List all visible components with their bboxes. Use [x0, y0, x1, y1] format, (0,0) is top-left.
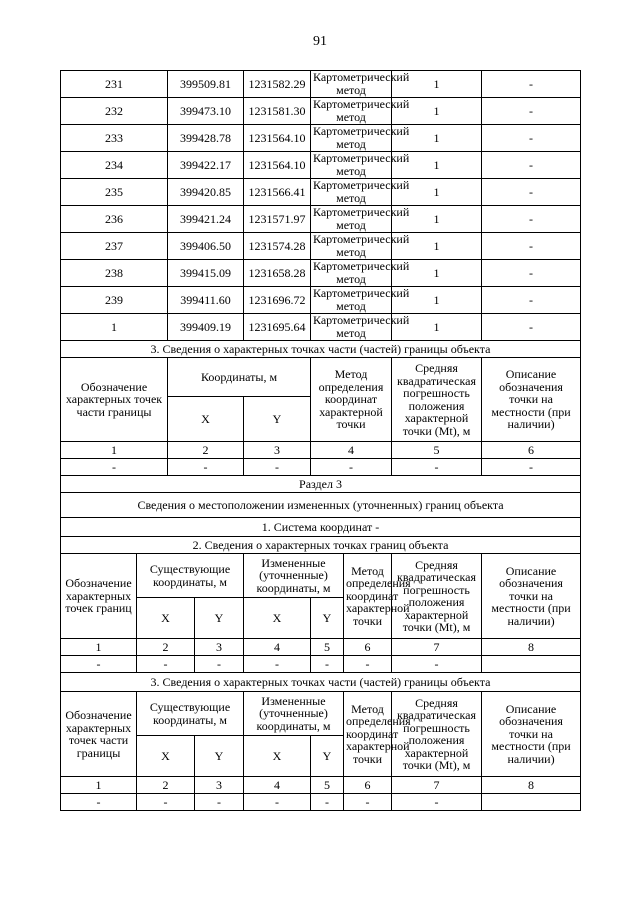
- col-number: 4: [311, 442, 392, 459]
- empty-cell: -: [311, 459, 392, 476]
- empty-cell: -: [392, 656, 482, 673]
- empty-cell: -: [61, 794, 137, 811]
- header-changed-y: Y: [311, 598, 344, 639]
- coordinate-system: 1. Система координат -: [61, 518, 581, 537]
- point-description: -: [482, 125, 581, 152]
- point-method: [311, 205, 410, 233]
- col-number: 3: [195, 639, 244, 656]
- table-row: [61, 287, 581, 314]
- point-method: [311, 70, 410, 98]
- header-existing-x: X: [137, 736, 195, 777]
- table-row: [61, 260, 581, 287]
- table-row: [61, 71, 581, 98]
- header-changed-coordinates: Измененные (уточненные) координаты, м: [244, 692, 344, 736]
- empty-cell: -: [61, 459, 168, 476]
- header-method: Метод определения координат характерной точки: [344, 692, 392, 777]
- point-x: 399421.24: [168, 206, 244, 233]
- part-points-title: 3. Сведения о характерных точках части (частей) границы объекта: [61, 341, 581, 358]
- empty-cell: -: [392, 794, 482, 811]
- empty-cell: -: [195, 794, 244, 811]
- table-row: [61, 179, 581, 206]
- point-description: -: [482, 314, 581, 341]
- table-row: [61, 314, 581, 341]
- point-accuracy: 1: [392, 260, 482, 287]
- method-text: Картометрический метод: [313, 232, 410, 259]
- header-changed-coordinates: Измененные (уточненные) координаты, м: [244, 554, 344, 598]
- point-x: 399428.78: [168, 125, 244, 152]
- empty-cell: -: [168, 459, 244, 476]
- point-y: 1231564.10: [244, 125, 311, 152]
- col-number: 5: [311, 639, 344, 656]
- method-text: Картометрический метод: [313, 124, 410, 151]
- page-number: 91: [313, 34, 327, 49]
- empty-cell: -: [244, 794, 311, 811]
- boundary-table: [60, 70, 581, 811]
- header-existing-coordinates: Существующие координаты, м: [137, 692, 244, 736]
- col-number: 6: [482, 442, 581, 459]
- point-id: 234: [61, 152, 168, 179]
- col-number: 8: [482, 639, 581, 656]
- header-accuracy: Средняя квадратическая погрешность положения характерной точки (Mt), м: [392, 692, 482, 777]
- header-changed-y: Y: [311, 736, 344, 777]
- header-existing-x: X: [137, 598, 195, 639]
- header-method: Метод определения координат характерной точки: [311, 358, 392, 442]
- point-description: -: [482, 179, 581, 206]
- point-y: 1231696.72: [244, 287, 311, 314]
- point-y: 1231658.28: [244, 260, 311, 287]
- header-coordinates: Координаты, м: [168, 358, 311, 397]
- header-description: Описание обозначения точки на местности (при наличии): [482, 554, 581, 639]
- point-y: 1231571.97: [244, 206, 311, 233]
- point-description: -: [482, 260, 581, 287]
- header-description: Описание обозначения точки на местности (при наличии): [482, 692, 581, 777]
- point-accuracy: 1: [392, 233, 482, 260]
- header-existing-y: Y: [195, 598, 244, 639]
- method-text: Картометрический метод: [313, 97, 410, 124]
- point-description: -: [482, 98, 581, 125]
- method-text: Картометрический метод: [313, 205, 410, 232]
- empty-cell: -: [244, 459, 311, 476]
- point-description: -: [482, 71, 581, 98]
- table-row: [61, 152, 581, 179]
- empty-cell: -: [311, 794, 344, 811]
- point-y: 1231566.41: [244, 179, 311, 206]
- point-description: -: [482, 287, 581, 314]
- point-y: 1231574.28: [244, 233, 311, 260]
- point-x: 399409.19: [168, 314, 244, 341]
- col-number: 6: [344, 777, 392, 794]
- part-points-title: 3. Сведения о характерных точках части (частей) границы объекта: [61, 673, 581, 692]
- point-x: 399415.09: [168, 260, 244, 287]
- header-description: Описание обозначения точки на местности (при наличии): [482, 358, 581, 442]
- empty-cell: -: [195, 656, 244, 673]
- header-existing-y: Y: [195, 736, 244, 777]
- col-number: 3: [195, 777, 244, 794]
- boundary-points-title: 2. Сведения о характерных точках границ объекта: [61, 537, 581, 554]
- col-number: 2: [137, 639, 195, 656]
- header-designation: Обозначение характерных точек части границы: [61, 358, 168, 442]
- point-y: 1231695.64: [244, 314, 311, 341]
- point-y: 1231581.30: [244, 98, 311, 125]
- header-method: Метод определения координат характерной точки: [344, 554, 392, 639]
- point-x: 399411.60: [168, 287, 244, 314]
- point-accuracy: 1: [392, 287, 482, 314]
- method-text: Картометрический метод: [313, 286, 410, 313]
- empty-cell: -: [344, 656, 392, 673]
- col-number: 8: [482, 777, 581, 794]
- header-accuracy: Средняя квадратическая погрешность положения характерной точки (Mt), м: [392, 358, 482, 442]
- header-changed-x: X: [244, 598, 311, 639]
- point-x: 399473.10: [168, 98, 244, 125]
- empty-cell: -: [311, 656, 344, 673]
- col-number: 6: [344, 639, 392, 656]
- point-accuracy: 1: [392, 206, 482, 233]
- table-row: [61, 98, 581, 125]
- col-number: 5: [392, 442, 482, 459]
- point-y: 1231564.10: [244, 152, 311, 179]
- header-existing-coordinates: Существующие координаты, м: [137, 554, 244, 598]
- header-designation: Обозначение характерных точек границ: [61, 554, 137, 639]
- method-text: Картометрический метод: [313, 151, 410, 178]
- empty-cell: -: [344, 794, 392, 811]
- col-number: 7: [392, 639, 482, 656]
- point-accuracy: 1: [392, 314, 482, 341]
- point-id: 232: [61, 98, 168, 125]
- point-accuracy: 1: [392, 125, 482, 152]
- point-description: -: [482, 206, 581, 233]
- col-number: 4: [244, 639, 311, 656]
- empty-cell: -: [482, 459, 581, 476]
- point-method: [311, 178, 410, 206]
- point-id: 237: [61, 233, 168, 260]
- point-id: 233: [61, 125, 168, 152]
- col-number: 7: [392, 777, 482, 794]
- header-changed-x: X: [244, 736, 311, 777]
- point-id: 238: [61, 260, 168, 287]
- point-accuracy: 1: [392, 152, 482, 179]
- point-x: 399406.50: [168, 233, 244, 260]
- empty-cell: -: [137, 794, 195, 811]
- point-method: [311, 151, 410, 179]
- point-method: [311, 259, 410, 287]
- header-y: Y: [244, 397, 311, 442]
- col-number: 1: [61, 777, 137, 794]
- empty-cell: -: [244, 656, 311, 673]
- point-x: 399509.81: [168, 71, 244, 98]
- empty-cell: [482, 656, 581, 673]
- col-number: 5: [311, 777, 344, 794]
- point-id: 239: [61, 287, 168, 314]
- col-number: 3: [244, 442, 311, 459]
- header-designation: Обозначение характерных точек части границы: [61, 692, 137, 777]
- point-id: 235: [61, 179, 168, 206]
- point-accuracy: 1: [392, 98, 482, 125]
- point-x: 399422.17: [168, 152, 244, 179]
- point-id: 1: [61, 314, 168, 341]
- method-text: Картометрический метод: [313, 313, 410, 340]
- table-row: [61, 206, 581, 233]
- point-method: [311, 232, 410, 260]
- point-description: -: [482, 152, 581, 179]
- point-method: [311, 124, 410, 152]
- col-number: 2: [168, 442, 244, 459]
- header-accuracy: Средняя квадратическая погрешность положения характерной точки (Mt), м: [392, 554, 482, 639]
- point-method: [311, 313, 410, 341]
- point-y: 1231582.29: [244, 71, 311, 98]
- point-x: 399420.85: [168, 179, 244, 206]
- col-number: 2: [137, 777, 195, 794]
- point-accuracy: 1: [392, 71, 482, 98]
- point-id: 236: [61, 206, 168, 233]
- points-table-body: [61, 71, 581, 341]
- section-title: Раздел 3: [61, 476, 581, 493]
- empty-cell: [482, 794, 581, 811]
- point-accuracy: 1: [392, 179, 482, 206]
- point-id: 231: [61, 71, 168, 98]
- section-subtitle: Сведения о местоположении измененных (уточненных) границ объекта: [61, 493, 581, 518]
- method-text: Картометрический метод: [313, 178, 410, 205]
- point-method: [311, 286, 410, 314]
- empty-cell: -: [137, 656, 195, 673]
- point-method: [311, 97, 410, 125]
- col-number: 1: [61, 639, 137, 656]
- empty-cell: -: [392, 459, 482, 476]
- method-text: Картометрический метод: [313, 70, 410, 97]
- method-text: Картометрический метод: [313, 259, 410, 286]
- col-number: 4: [244, 777, 311, 794]
- table-row: [61, 233, 581, 260]
- empty-cell: -: [61, 656, 137, 673]
- header-x: X: [168, 397, 244, 442]
- table-row: [61, 125, 581, 152]
- point-description: -: [482, 233, 581, 260]
- col-number: 1: [61, 442, 168, 459]
